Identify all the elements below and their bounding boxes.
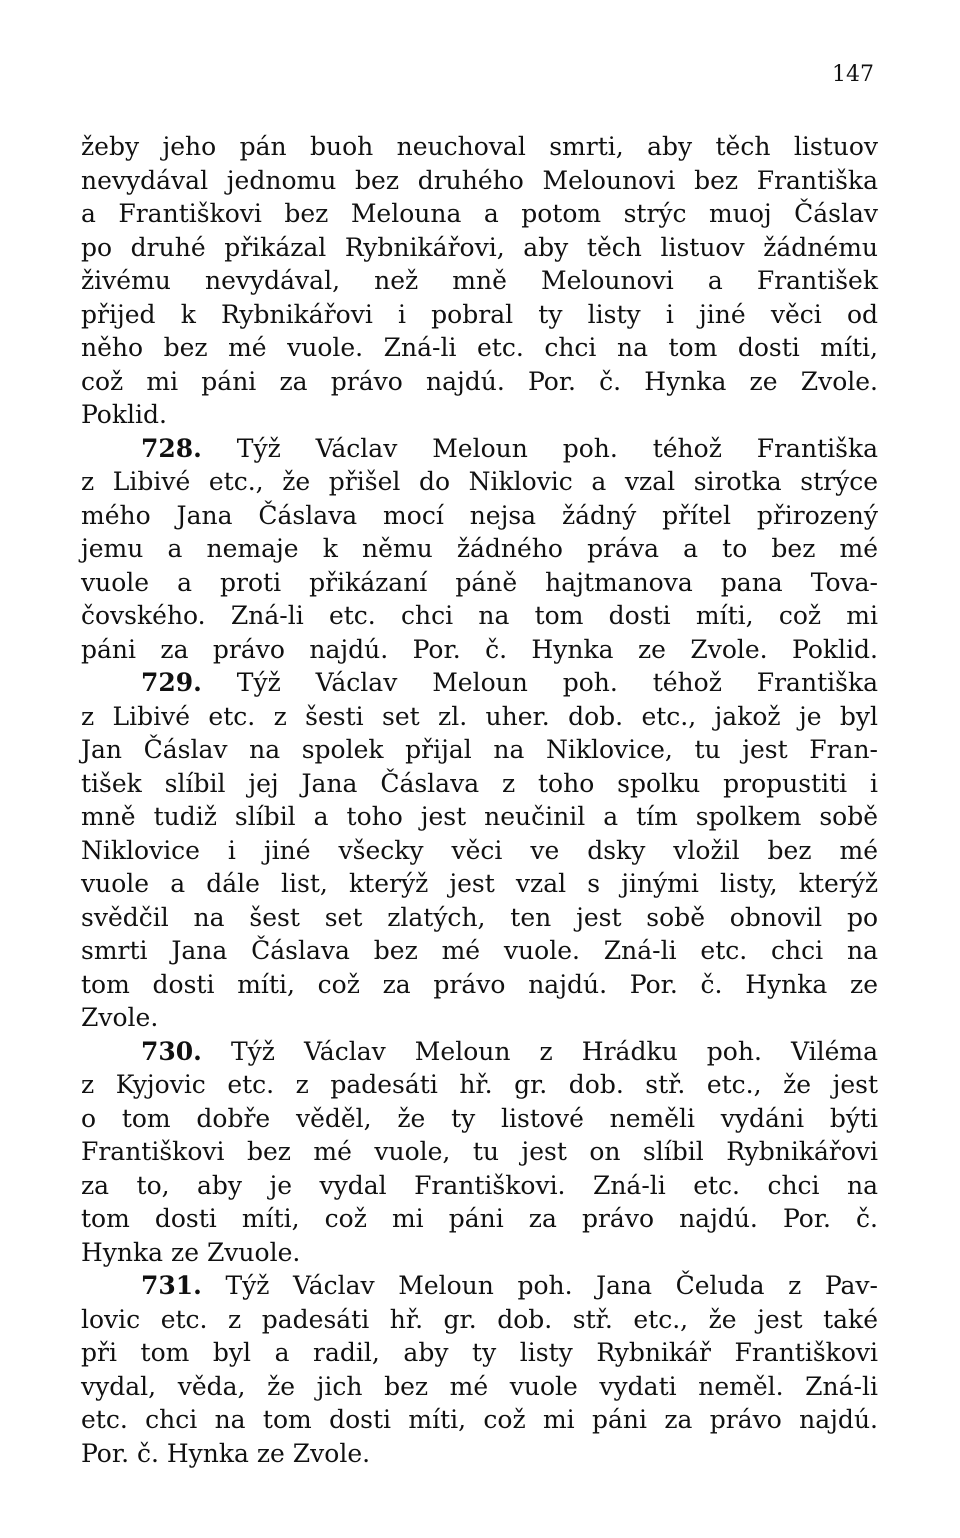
- body-text: [81, 130, 878, 1470]
- text-line: [81, 800, 878, 834]
- text-line: [81, 398, 878, 432]
- line-text: čovského. Zná-li etc. chci na tom dosti míti, což mi: [81, 601, 878, 630]
- text-line: [81, 1236, 878, 1270]
- line-text: Týž Václav Meloun z Hrádku poh. Viléma: [201, 1036, 878, 1066]
- line-text: smrti Jana Čáslava bez mé vuole. Zná-li etc. chci na: [81, 936, 878, 965]
- line-text: Františkovi bez mé vuole, tu jest on slíbil Rybnikářovi: [81, 1137, 878, 1166]
- text-line: [81, 1102, 878, 1136]
- text-line: [81, 197, 878, 231]
- line-text: vuole a dále list, kterýž jest vzal s jinými listy, kterýž: [81, 869, 878, 898]
- text-line: [81, 298, 878, 332]
- text-line: [81, 264, 878, 298]
- text-line: [81, 867, 878, 901]
- text-line: [81, 633, 878, 667]
- line-text: tišek slíbil jej Jana Čáslava z toho spolku propustiti i: [81, 768, 878, 798]
- line-text: lovic etc. z padesáti hř. gr. dob. stř. etc., že jest také: [81, 1304, 878, 1334]
- text-line: [81, 566, 878, 600]
- entry-number: 730.: [141, 1036, 202, 1066]
- text-line: [81, 1202, 878, 1236]
- text-line: [81, 532, 878, 566]
- line-text: za to, aby je vydal Františkovi. Zná-li etc. chci na: [81, 1170, 878, 1200]
- entry-first-line: [81, 1269, 878, 1303]
- line-text: při tom byl a radil, aby ty listy Rybnikář Františkovi: [81, 1338, 878, 1367]
- text-line: [81, 164, 878, 198]
- line-text: Jan Čáslav na spolek přijal na Niklovice, tu jest Fran-: [81, 735, 878, 764]
- entry-first-line: [81, 666, 878, 700]
- line-text: z Libivé etc., že přišel do Niklovic a vzal sirotka strýce: [81, 467, 878, 496]
- line-text: živému nevydával, než mně Melounovi a František: [81, 266, 878, 295]
- text-line: [81, 834, 878, 868]
- line-text: jemu a nemaje k němu žádného práva a to bez mé: [81, 534, 878, 563]
- text-line: [81, 901, 878, 935]
- text-line: [81, 465, 878, 499]
- line-text: tom dosti míti, což za právo najdú. Por. č. Hynka ze: [81, 969, 878, 999]
- line-text: Týž Václav Meloun poh. téhož Františka: [201, 433, 878, 463]
- text-line: [81, 499, 878, 533]
- line-text: o tom dobře věděl, že ty listové neměli vydáni býti: [81, 1103, 878, 1133]
- line-text: což mi páni za právo najdú. Por. č. Hynka ze Zvole.: [81, 366, 878, 396]
- text-line: [81, 365, 878, 399]
- text-line: [81, 1169, 878, 1203]
- line-text: páni za právo najdú. Por. č. Hynka ze Zvole. Poklid.: [81, 634, 878, 664]
- line-text: Poklid.: [81, 400, 167, 429]
- text-line: [81, 1403, 878, 1437]
- line-text: mně tudiž slíbil a toho jest neučinil a tím spolkem sobě: [81, 802, 878, 831]
- line-text: Por. č. Hynka ze Zvole.: [81, 1438, 371, 1468]
- text-line: [81, 1303, 878, 1337]
- text-line: [81, 968, 878, 1002]
- text-line: [81, 1001, 878, 1035]
- line-text: něho bez mé vuole. Zná-li etc. chci na tom dosti míti,: [81, 333, 878, 362]
- text-line: [81, 1135, 878, 1169]
- entry-number: 728.: [141, 433, 202, 463]
- entry-first-line: [81, 432, 878, 466]
- line-text: Hynka ze Zvuole.: [81, 1237, 301, 1267]
- line-text: po druhé přikázal Rybnikářovi, aby těch listuov žádnému: [81, 232, 878, 262]
- entry-first-line: [81, 1035, 878, 1069]
- entry-number: 729.: [141, 668, 202, 697]
- line-text: etc. chci na tom dosti míti, což mi páni za právo najdú.: [81, 1405, 878, 1434]
- line-text: Týž Václav Meloun poh. Jana Čeluda z Pav-: [201, 1271, 878, 1300]
- text-line: [81, 130, 878, 164]
- line-text: žeby jeho pán buoh neuchoval smrti, aby těch listuov: [81, 132, 878, 161]
- page-number: 147: [832, 62, 874, 87]
- text-line: [81, 1336, 878, 1370]
- text-line: [81, 733, 878, 767]
- line-text: Týž Václav Meloun poh. téhož Františka: [201, 668, 878, 697]
- line-text: z Kyjovic etc. z padesáti hř. gr. dob. stř. etc., že jest: [81, 1070, 878, 1099]
- text-line: [81, 934, 878, 968]
- text-line: [81, 1068, 878, 1102]
- line-text: Niklovice i jiné všecky věci ve dsky vložil bez mé: [81, 835, 878, 865]
- text-line: [81, 1370, 878, 1404]
- line-text: vuole a proti přikázaní páně hajtmanova pana Tova-: [81, 567, 878, 597]
- line-text: a Františkovi bez Melouna a potom strýc muoj Čáslav: [81, 199, 878, 228]
- line-text: svědčil na šest set zlatých, ten jest sobě obnovil po: [81, 902, 878, 932]
- line-text: nevydával jednomu bez druhého Melounovi bez Františka: [81, 165, 878, 195]
- line-text: tom dosti míti, což mi páni za právo najdú. Por. č.: [81, 1204, 878, 1233]
- line-text: vydal, věda, že jich bez mé vuole vydati neměl. Zná-li: [81, 1371, 878, 1401]
- text-line: [81, 767, 878, 801]
- text-line: [81, 700, 878, 734]
- text-line: [81, 231, 878, 265]
- line-text: přijed k Rybnikářovi i pobral ty listy i jiné věci od: [81, 299, 878, 329]
- line-text: Zvole.: [81, 1003, 159, 1032]
- text-line: [81, 1437, 878, 1471]
- line-text: mého Jana Čáslava mocí nejsa žádný přítel přirozený: [81, 500, 878, 530]
- text-line: [81, 599, 878, 633]
- line-text: z Libivé etc. z šesti set zl. uher. dob. etc., jakož je byl: [81, 701, 878, 731]
- entry-number: 731.: [141, 1271, 202, 1300]
- text-line: [81, 331, 878, 365]
